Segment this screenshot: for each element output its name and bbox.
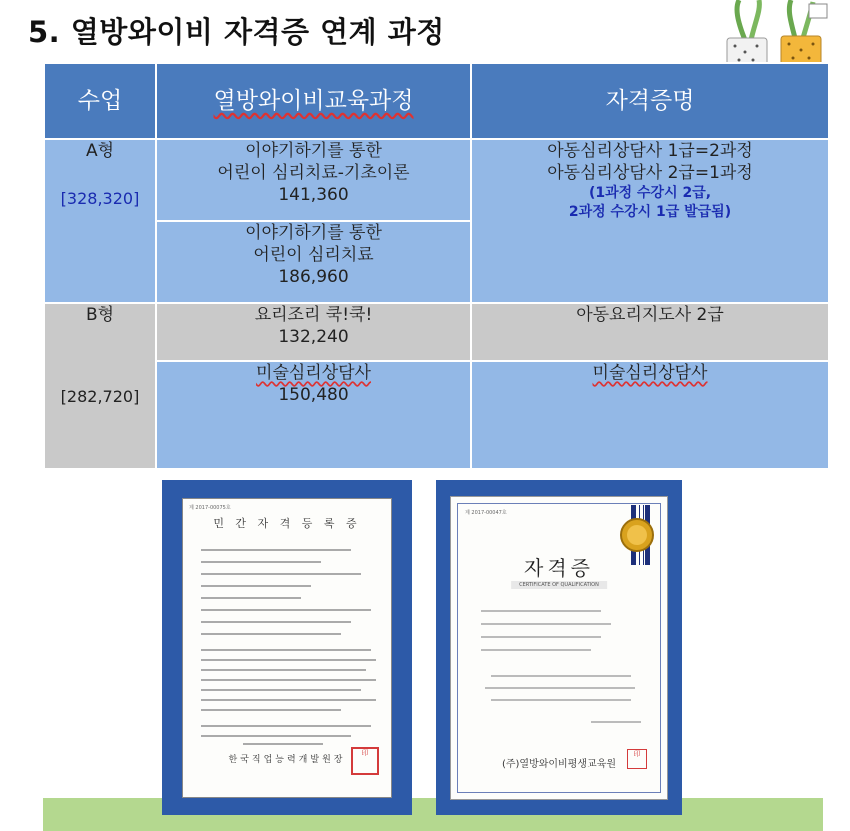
type-a-label: A형 xyxy=(85,141,115,161)
seal-stamp-icon: 印 xyxy=(351,747,379,775)
course-b2: 미술심리상담사 150,480 xyxy=(156,361,471,469)
certificate-left-footer: 한국직업능력개발원장 xyxy=(228,755,346,765)
header-course: 열방와이비교육과정 xyxy=(156,63,471,139)
grass-strip xyxy=(43,798,823,831)
certificate-right-subtitle: CERTIFICATE OF QUALIFICATION xyxy=(511,581,607,589)
header-certificate: 자격증명 xyxy=(471,63,829,139)
course-b1-price: 132,240 xyxy=(278,327,349,347)
course-a1: 이야기하기를 통한 어린이 심리치료-기초이론 141,360 xyxy=(156,139,471,221)
potted-plants-icon xyxy=(715,0,835,68)
certificate-a: 아동심리상담사 1급=2과정 아동심리상담사 2급=1과정 (1과정 수강시 2급, 2과정 수강시 1급 발급됨) xyxy=(471,139,829,303)
type-b-total: [282,720] xyxy=(60,387,140,406)
course-b1: 요리조리 쿡!쿡! 132,240 xyxy=(156,303,471,361)
type-a-total: [328,320] xyxy=(60,189,140,208)
course-b2-price: 150,480 xyxy=(278,385,349,405)
gold-seal-icon xyxy=(619,517,655,553)
certificate-left-paper: 제 2017-00075호 민 간 자 격 등 록 증 한국직업능력개발원장 印 xyxy=(182,498,392,798)
type-b-cell xyxy=(44,303,156,469)
certificate-left-title: 민 간 자 격 등 록 증 xyxy=(213,517,361,530)
certificate-b1: 아동요리지도사 2급 xyxy=(471,303,829,361)
certificate-left-frame xyxy=(162,480,412,815)
course-a2-price: 186,960 xyxy=(278,267,349,287)
course-a2: 이야기하기를 통한 어린이 심리치료 186,960 xyxy=(156,221,471,303)
certificate-right-title: 자격증 xyxy=(524,556,594,580)
course-table xyxy=(43,62,830,470)
certificate-right-frame xyxy=(436,480,682,815)
certificate-right-paper: 제 2017-00047호 자격증 CERTIFICATE OF QUALIFICATION (주)열방와이비평생교육원 印 xyxy=(450,496,668,800)
type-a-cell xyxy=(44,139,156,303)
page-title: 5. 열방와이비 자격증 연계 과정 xyxy=(28,15,445,49)
type-b-label: B형 xyxy=(85,305,115,325)
certificate-b2: 미술심리상담사 xyxy=(471,361,829,469)
course-a1-price: 141,360 xyxy=(278,185,349,205)
issuer-stamp-icon: 印 xyxy=(627,749,647,769)
certificate-right-issuer: (주)열방와이비평생교육원 xyxy=(501,759,617,770)
header-class: 수업 xyxy=(44,63,156,139)
